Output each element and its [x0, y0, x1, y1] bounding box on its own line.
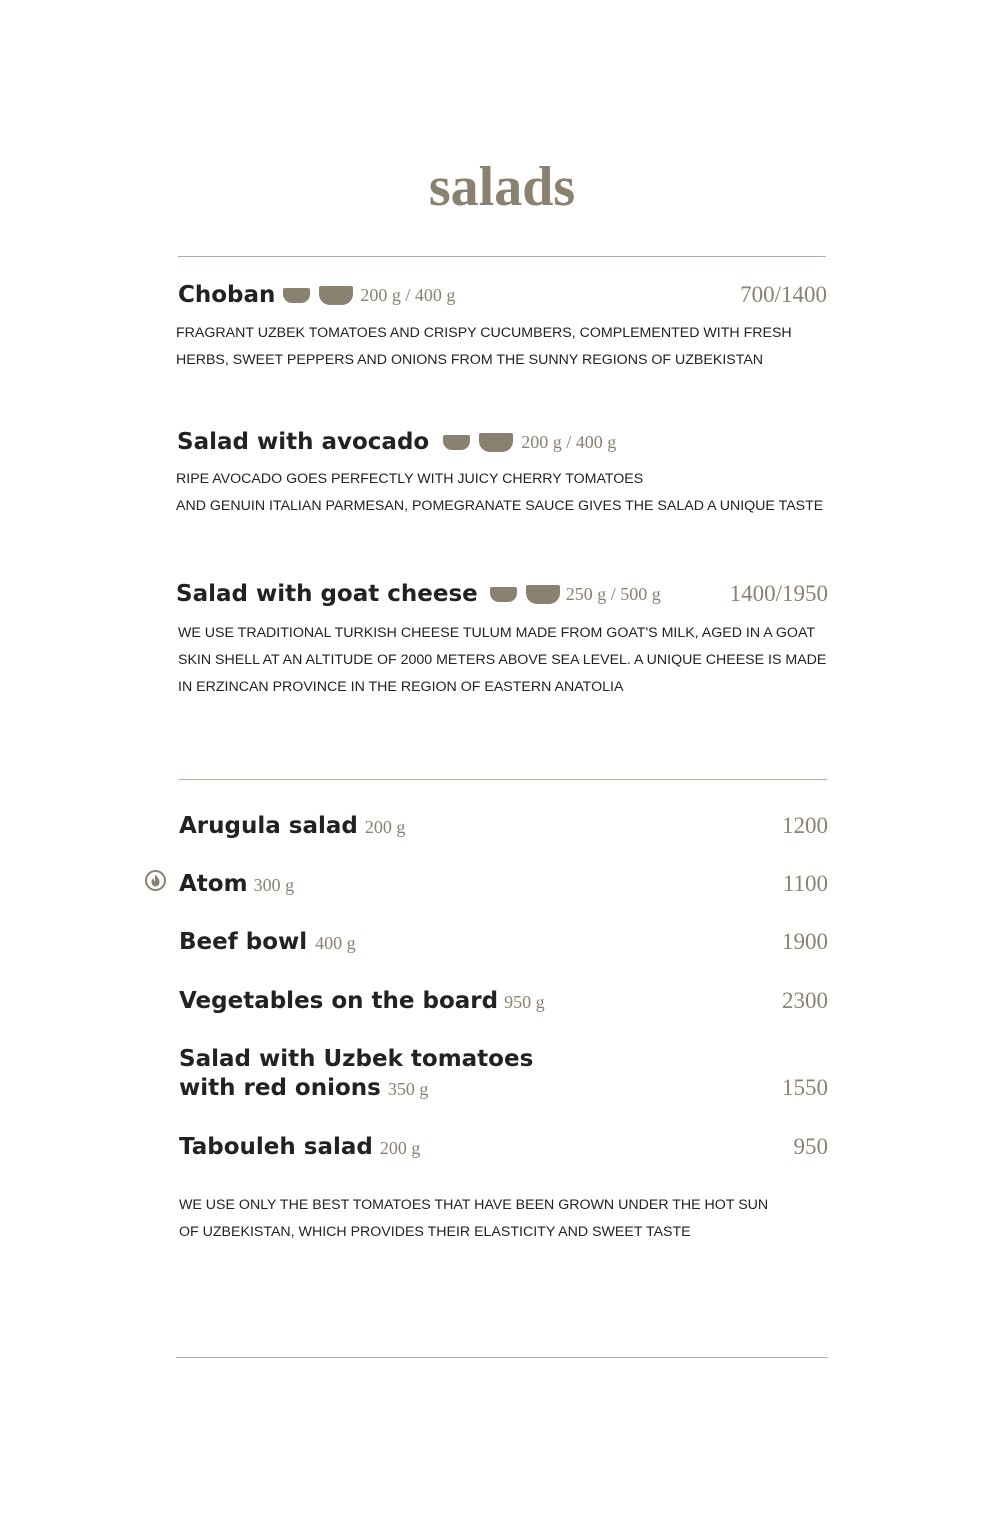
item-name: Tabouleh salad: [179, 1134, 373, 1160]
menu-item-choban: [178, 280, 455, 310]
item-weight: 200 g: [364, 817, 406, 837]
divider: [176, 1357, 828, 1358]
item-weight: 200 g: [379, 1138, 421, 1158]
menu-item-beef-bowl: [179, 927, 356, 958]
item-description: [178, 620, 826, 701]
bowl-icon: [479, 433, 513, 452]
item-weight: 200 g / 400 g: [360, 285, 456, 305]
item-description: [176, 466, 823, 520]
item-name-line-1: Salad with Uzbek tomatoes: [179, 1046, 534, 1072]
item-weight: 950 g: [504, 992, 545, 1012]
menu-item-vegetables-on-the-board: [179, 986, 545, 1017]
description-line: FRAGRANT UZBEK TOMATOES AND CRISPY CUCUMBERS, COMPLEMENTED WITH FRESH: [176, 325, 792, 341]
item-weight: 350 g: [387, 1079, 429, 1099]
item-name: Salad with avocado: [177, 429, 430, 455]
item-price: 1100: [782, 871, 828, 896]
menu-item-atom: [179, 869, 294, 900]
menu-item-salad-with-goat-cheese: [176, 579, 661, 609]
item-price: 1400/1950: [729, 581, 828, 606]
item-weight: 200 g / 400 g: [521, 432, 617, 452]
menu-item-salad-with-avocado: [177, 427, 616, 457]
description-line: WE USE TRADITIONAL TURKISH CHEESE TULUM MADE FROM GOAT'S MILK, AGED IN A GOAT: [178, 625, 816, 641]
item-weight: 250 g / 500 g: [565, 584, 661, 604]
page-title: salads: [428, 156, 576, 218]
divider: [178, 256, 826, 257]
bowl-icon: [490, 587, 517, 602]
item-name: Vegetables on the board: [179, 988, 499, 1014]
description-line: RIPE AVOCADO GOES PERFECTLY WITH JUICY CHERRY TOMATOES: [176, 471, 644, 487]
item-name: Atom: [179, 871, 248, 897]
flame-icon: [150, 874, 161, 887]
item-price: 1550: [782, 1075, 828, 1100]
description-line: IN ERZINCAN PROVINCE IN THE REGION OF EASTERN ANATOLIA: [178, 679, 624, 695]
note-line: WE USE ONLY THE BEST TOMATOES THAT HAVE BEEN GROWN UNDER THE HOT SUN: [179, 1197, 769, 1213]
description-line: AND GENUIN ITALIAN PARMESAN, POMEGRANATE SAUCE GIVES THE SALAD A UNIQUE TASTE: [176, 498, 824, 514]
item-price: 1900: [782, 929, 828, 954]
item-name: Arugula salad: [179, 813, 358, 839]
item-weight: 300 g: [253, 875, 295, 895]
menu-item-tabouleh-salad: [179, 1132, 420, 1163]
footer-note: [179, 1192, 768, 1246]
bowl-icon: [283, 288, 310, 303]
spicy-icon: [145, 870, 166, 891]
description-line: SKIN SHELL AT AN ALTITUDE OF 2000 METERS ABOVE SEA LEVEL. A UNIQUE CHEESE IS MADE: [178, 652, 827, 668]
item-weight: 400 g: [315, 933, 356, 953]
item-price: 1200: [782, 813, 828, 838]
menu-item-arugula-salad: [179, 811, 405, 842]
menu-item-salad-with-uzbek-tomatoes: [179, 1073, 428, 1104]
item-name: Salad with goat cheese: [176, 581, 478, 607]
item-name: Choban: [178, 282, 276, 308]
note-line: OF UZBEKISTAN, WHICH PROVIDES THEIR ELASTICITY AND SWEET TASTE: [179, 1224, 691, 1240]
description-line: HERBS, SWEET PEPPERS AND ONIONS FROM THE SUNNY REGIONS OF UZBEKISTAN: [176, 352, 764, 368]
bowl-icon: [319, 286, 353, 305]
item-description: [176, 320, 792, 374]
item-price: 2300: [782, 988, 828, 1013]
item-price: 950: [793, 1134, 828, 1159]
divider: [179, 779, 827, 780]
bowl-icon: [526, 585, 560, 604]
item-price: 700/1400: [740, 282, 827, 307]
bowl-icon: [443, 435, 470, 450]
item-name: Beef bowl: [179, 929, 308, 955]
item-name: with red onions: [179, 1075, 381, 1101]
